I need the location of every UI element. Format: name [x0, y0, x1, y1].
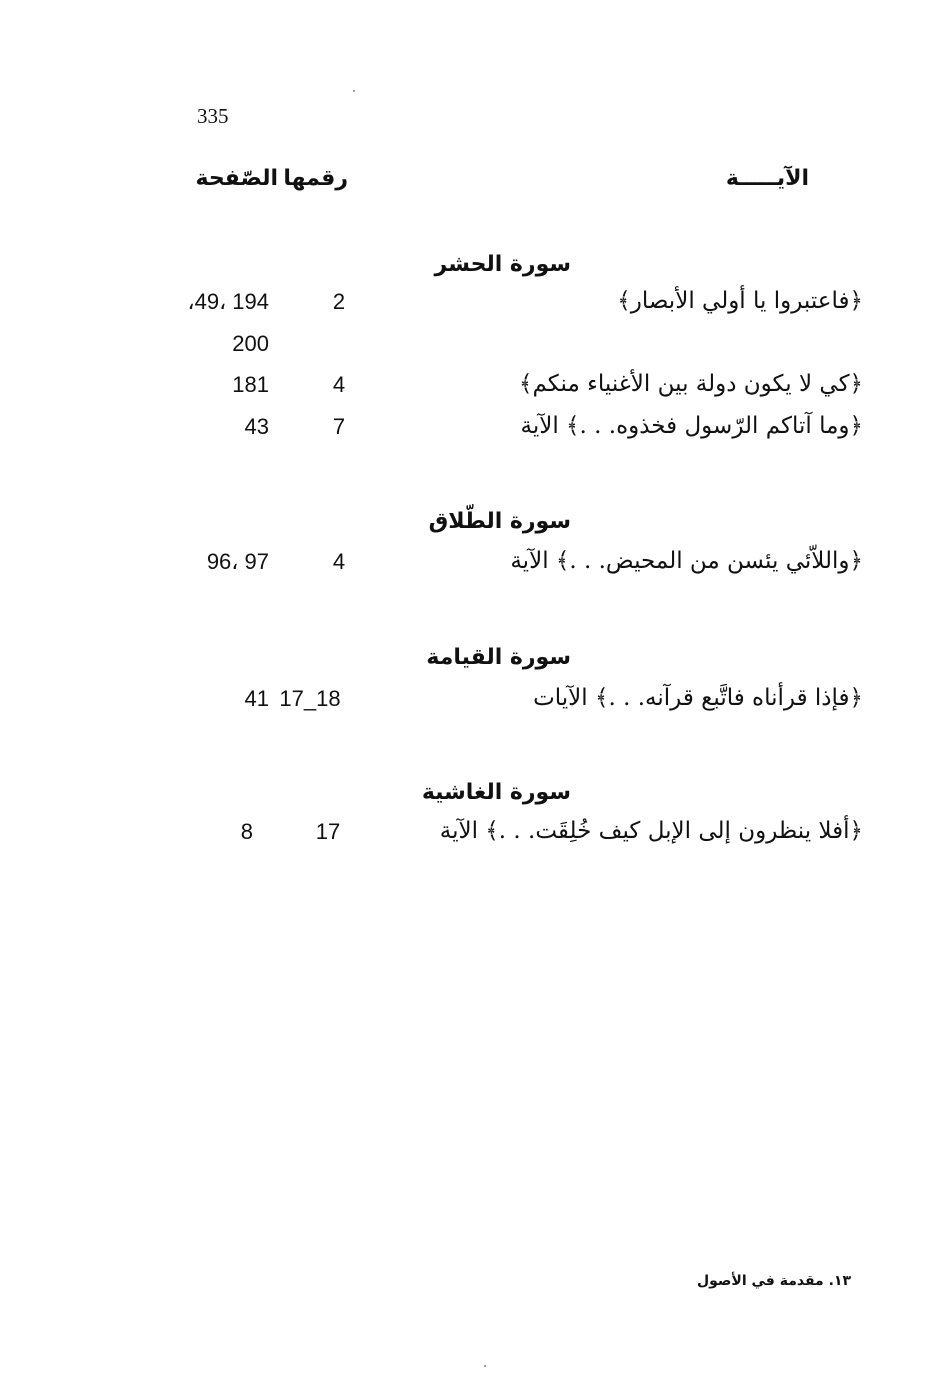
verse-text: ﴿وما آتاكم الرّسول فخذوه. . .﴾ الآية	[520, 413, 863, 439]
surah-title-qiyama: سورة القيامة	[426, 645, 571, 670]
footer-signature: ١٣. مقدمة في الأصول	[696, 1273, 851, 1289]
verse-text: ﴿فاعتبروا يا أولي الأبصار﴾	[617, 288, 863, 314]
verse-number: 17_18	[279, 686, 341, 711]
page-reference: 181	[232, 372, 269, 397]
verse-number: 7	[332, 414, 346, 439]
surah-title-hashr: سورة الحشر	[434, 252, 571, 277]
page-reference: 8	[240, 819, 253, 844]
page-number: 335	[197, 104, 229, 128]
verse-number: 4	[332, 549, 346, 574]
page-reference: 43	[244, 414, 269, 439]
page-reference-continued: 200	[232, 331, 269, 356]
page-reference: 97 ،96	[206, 549, 269, 574]
column-header-number: رقمها	[283, 166, 348, 191]
verse-number: 4	[332, 372, 346, 397]
page-reference: 41	[244, 686, 269, 711]
verse-text: ﴿كي لا يكون دولة بين الأغنياء منكم﴾	[519, 371, 863, 397]
verse-text: ﴿واللاّئي يئسن من المحيض. . .﴾ الآية	[510, 548, 863, 574]
scan-speck	[353, 90, 355, 92]
page-reference: 194 ،49،	[187, 289, 269, 314]
scan-speck	[484, 1365, 486, 1367]
surah-title-ghashiya: سورة الغاشية	[421, 780, 571, 805]
verse-text: ﴿أفلا ينظرون إلى الإبل كيف خُلِقَت. . .﴾ الآية	[439, 818, 863, 844]
verse-text: ﴿فإذا قرأناه فاتَّبع قرآنه. . .﴾ الآيات	[533, 685, 863, 711]
column-header-verse: الآيـــــة	[725, 166, 809, 191]
verse-number: 17	[315, 819, 341, 844]
verse-number: 2	[332, 289, 346, 314]
column-header-page: الصّفحة	[195, 166, 278, 191]
surah-title-talaq: سورة الطّلاق	[428, 509, 571, 534]
